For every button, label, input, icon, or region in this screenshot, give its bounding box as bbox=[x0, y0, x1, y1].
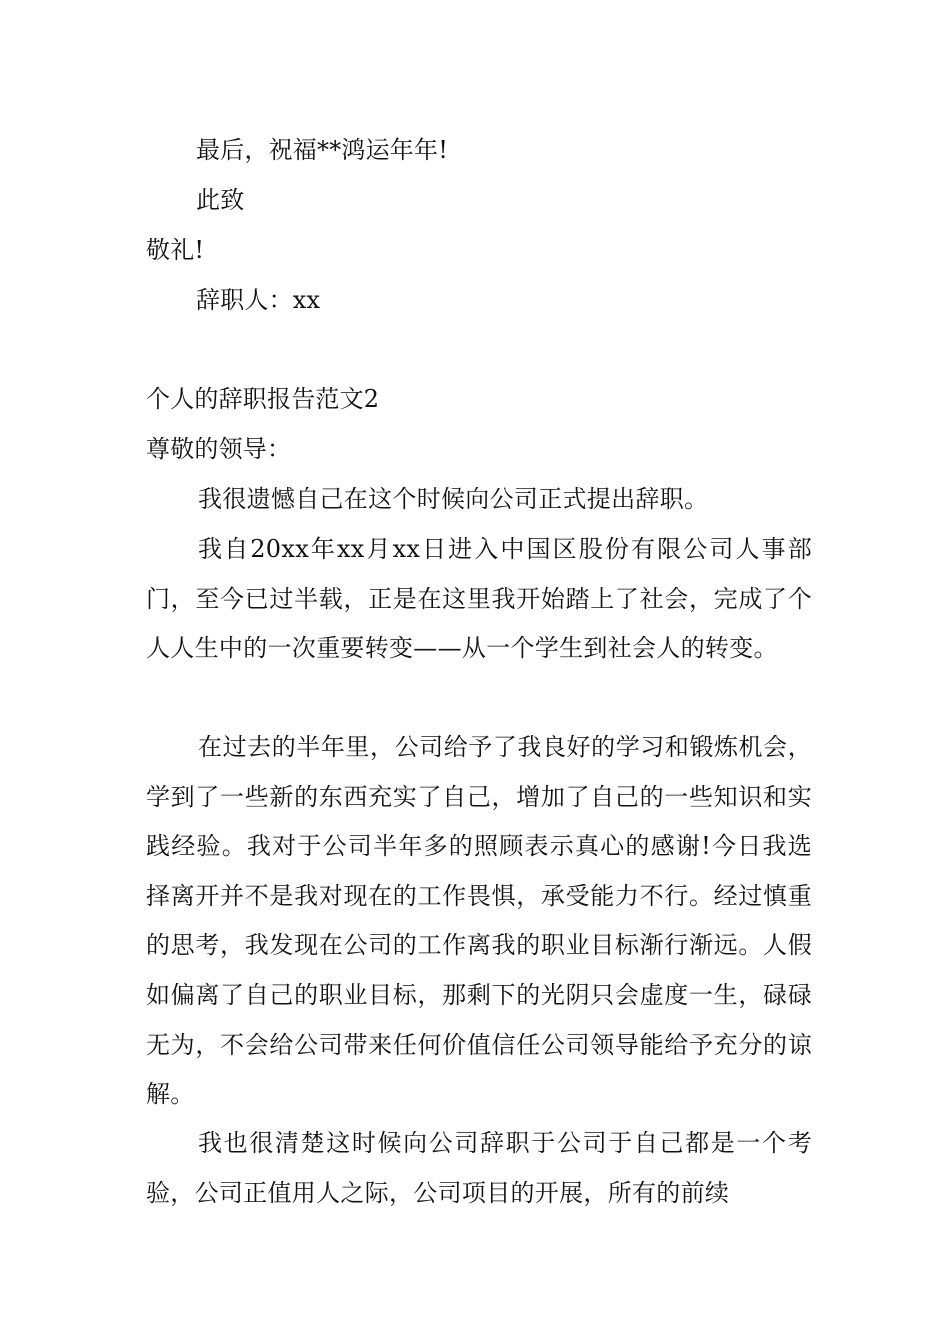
paragraph: 我自20xx年xx月xx日进入中国区股份有限公司人事部门，至今已过半载，正是在这里我开始踏上了社会，完成了个人人生中的一次重要转变——从一个学生到社会人的转变。 bbox=[146, 535, 812, 663]
greeting: 尊敬的领导： bbox=[146, 435, 292, 463]
section-title: 个人的辞职报告范文2 bbox=[146, 385, 380, 413]
paragraph: 在过去的半年里，公司给予了我良好的学习和锻炼机会，学到了一些新的东西充实了自己，增加了自己的一些知识和实践经验。我对于公司半年多的照顾表示真心的感谢!今日我选择离开并不是我对现在的工作畏惧，承受能力不行。经过慎重的思考，我发现在公司的工作离我的职业目标渐行渐远。人假如偏离了自己的职业目标，那剩下的光阴只会虚度一生，碌碌无为，不会给公司带来任何价值信任公司领导能给予充分的谅解。 bbox=[146, 733, 812, 1109]
paragraph: 我很遗憾自己在这个时候向公司正式提出辞职。 bbox=[198, 485, 709, 513]
closing-wish: 最后，祝福**鸿运年年! bbox=[196, 136, 449, 164]
paragraph: 我也很清楚这时候向公司辞职于公司于自己都是一个考验，公司正值用人之际，公司项目的开展，所有的前续 bbox=[146, 1129, 812, 1207]
closing-salute: 敬礼! bbox=[146, 236, 205, 264]
closing-to: 此致 bbox=[196, 186, 245, 214]
signature: 辞职人：xx bbox=[196, 286, 321, 314]
